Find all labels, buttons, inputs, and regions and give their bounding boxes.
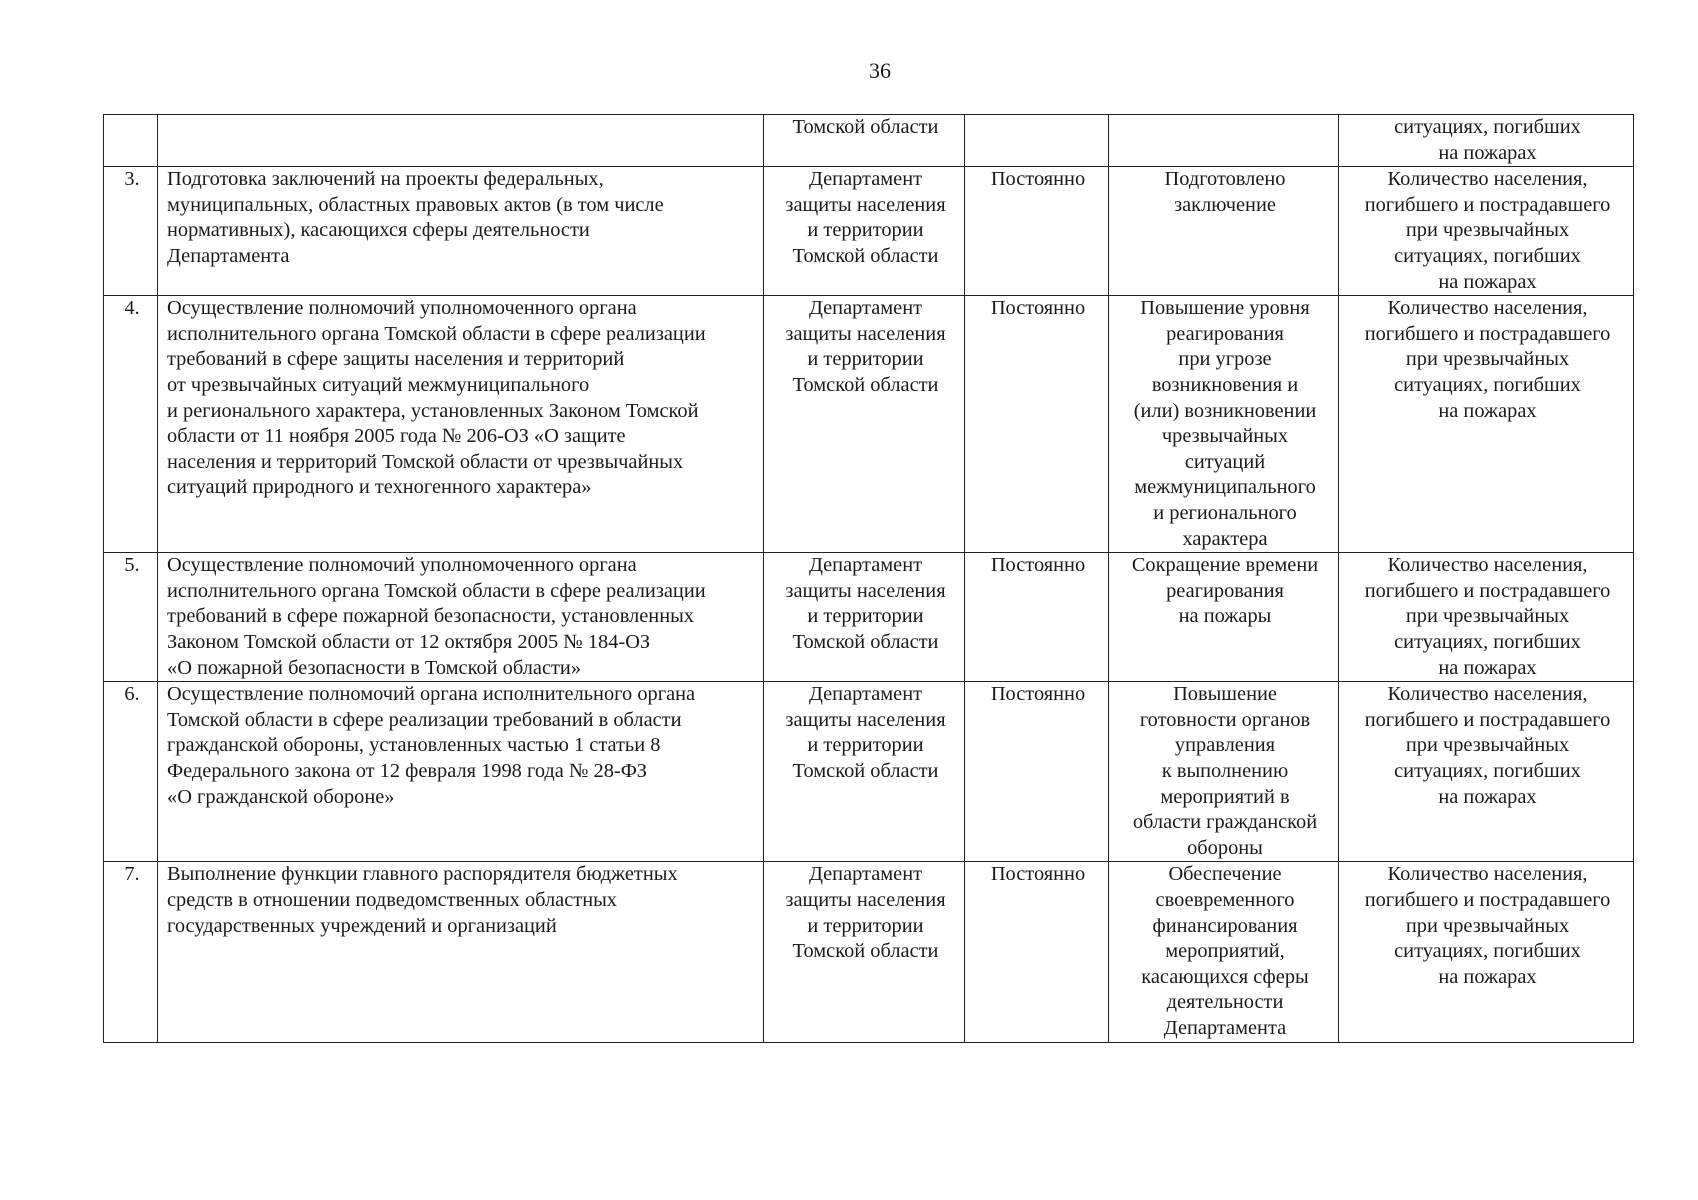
term-cell [965,296,1109,553]
measure-description-line: Осуществление полномочий уполномоченного органа [167,554,637,577]
indicator-line: погибшего и пострадавшего [1364,579,1611,602]
expected-result-line: готовности органов [1139,708,1311,731]
indicator-cell [1339,862,1634,1042]
indicator-line: на пожарах [1438,656,1537,679]
measure-description-line: требований в сфере пожарной безопасности, установленных [167,605,695,628]
executor-line: Томской области [792,116,939,138]
executor-line: Департамент [808,554,923,577]
measure-description-line: исполнительного органа Томской области в сфере реализации [167,322,706,345]
measure-description-line: исполнительного органа Томской области в сфере реализации [167,579,706,602]
indicator-line: Количество населения, [1387,683,1588,706]
executor-line: Департамент [808,683,923,706]
indicator-line: Количество населения, [1387,297,1588,320]
row-number: 5. [124,554,140,577]
executor-line: защиты населения [785,322,946,345]
measure-description-line: государственных учреждений и организаций [167,914,557,937]
expected-result-line: (или) возникновении [1133,399,1317,422]
table-row [104,115,1634,167]
indicator-line: Количество населения, [1387,863,1588,886]
executor-cell [764,296,965,553]
row-number: 4. [124,297,140,320]
executor-line: и территории [807,914,924,937]
indicator-cell [1339,553,1634,682]
term-cell [965,553,1109,682]
measure-description-line: Томской области в сфере реализации требований в области [167,708,682,731]
indicator-line: на пожарах [1438,785,1537,808]
expected-result-line: чрезвычайных [1161,425,1289,448]
executor-cell [764,167,965,296]
measure-description-cell [158,553,764,682]
executor-cell [764,115,965,167]
indicator-line: на пожарах [1438,141,1537,164]
term-cell [965,167,1109,296]
expected-result-cell [1109,296,1339,553]
executor-line: и территории [807,734,924,757]
term-text: Постоянно [990,554,1086,577]
row-number: 6. [124,683,140,706]
expected-result-line: касающихся сферы [1141,965,1309,988]
row-number-cell [104,296,158,553]
indicator-line: погибшего и пострадавшего [1364,888,1611,911]
indicator-line: ситуациях, погибших [1394,373,1581,396]
expected-result-line: характера [1182,527,1268,550]
measure-description-line: средств в отношении подведомственных областных [167,888,618,911]
executor-line: защиты населения [785,888,946,911]
term-text: Постоянно [990,168,1086,191]
executor-line: и территории [807,605,924,628]
term-text: Постоянно [990,297,1086,320]
expected-result-line: мероприятий, [1165,940,1285,963]
measure-description-line: и регионального характера, установленных Законом Томской [167,399,699,422]
expected-result-line: возникновения и [1151,373,1299,396]
measure-description-line: муниципальных, областных правовых актов (в том числе [167,193,664,216]
executor-line: Томской области [792,373,939,396]
expected-result-line: Повышение уровня [1140,297,1310,320]
expected-result-line: управления [1174,734,1276,757]
indicator-cell [1339,115,1634,167]
indicator-line: ситуациях, погибших [1394,244,1581,267]
measure-description-line: «О гражданской обороне» [167,785,395,808]
expected-result-line: Повышение [1173,683,1277,706]
indicator-line: на пожарах [1438,270,1537,293]
measure-description-line: Осуществление полномочий уполномоченного органа [167,297,637,320]
row-number-cell [104,682,158,862]
row-number-cell [104,553,158,682]
indicator-cell [1339,682,1634,862]
expected-result-line: мероприятий в [1160,785,1290,808]
table-row [104,682,1634,862]
expected-result-line: заключение [1174,193,1276,216]
row-number-cell [104,862,158,1042]
expected-result-line: области гражданской [1132,811,1318,834]
table-row [104,167,1634,296]
indicator-line: при чрезвычайных [1405,734,1570,757]
expected-result-line: на пожары [1178,605,1272,628]
indicator-cell [1339,167,1634,296]
expected-result-line: Обеспечение [1168,863,1282,886]
expected-result-line: при угрозе [1178,348,1272,371]
executor-cell [764,553,965,682]
expected-result-line: реагирования [1166,322,1284,345]
indicator-cell [1339,296,1634,553]
expected-result-line: реагирования [1166,579,1284,602]
indicator-line: при чрезвычайных [1405,605,1570,628]
measure-description-line: Федерального закона от 12 февраля 1998 года № 28-ФЗ [167,759,648,782]
row-number-cell [104,167,158,296]
indicator-line: ситуациях, погибших [1394,116,1581,138]
page-number: 36 [869,58,891,83]
expected-result-cell [1109,115,1339,167]
term-cell [965,682,1109,862]
row-number-cell [104,115,158,167]
measure-description-line: гражданской обороны, установленных частью 1 статьи 8 [167,734,661,757]
executor-line: защиты населения [785,579,946,602]
executor-line: Томской области [792,244,939,267]
expected-result-line: Подготовлено [1164,168,1286,191]
executor-line: Департамент [808,297,923,320]
indicator-line: ситуациях, погибших [1394,630,1581,653]
row-number: 7. [124,863,140,886]
measure-description-cell [158,115,764,167]
indicator-line: при чрезвычайных [1405,348,1570,371]
indicator-line: погибшего и пострадавшего [1364,322,1611,345]
measure-description-cell [158,682,764,862]
indicator-line: Количество населения, [1387,168,1588,191]
measure-description-line: нормативных), касающихся сферы деятельности [167,219,590,242]
executor-cell [764,682,965,862]
executor-cell [764,862,965,1042]
measure-description-line: «О пожарной безопасности в Томской области» [167,656,582,679]
expected-result-line: к выполнению [1161,759,1289,782]
term-cell [965,115,1109,167]
executor-line: защиты населения [785,708,946,731]
measure-description-cell [158,167,764,296]
measure-description-line: требований в сфере защиты населения и территорий [167,348,625,371]
executor-line: и территории [807,348,924,371]
indicator-line: на пожарах [1438,399,1537,422]
executor-line: Томской области [792,940,939,963]
measure-description-line: области от 11 ноября 2005 года № 206-ОЗ «О защите [167,425,626,448]
expected-result-cell [1109,167,1339,296]
row-number: 3. [124,168,140,191]
executor-line: Департамент [808,863,923,886]
indicator-line: ситуациях, погибших [1394,759,1581,782]
expected-result-line: финансирования [1152,914,1298,937]
executor-line: Департамент [808,168,923,191]
indicator-line: ситуациях, погибших [1394,940,1581,963]
indicator-line: погибшего и пострадавшего [1364,193,1611,216]
expected-result-line: ситуаций [1184,450,1266,473]
indicator-line: погибшего и пострадавшего [1364,708,1611,731]
measure-description-cell [158,296,764,553]
executor-line: Томской области [792,759,939,782]
term-text: Постоянно [990,683,1086,706]
term-text: Постоянно [990,863,1086,886]
expected-result-line: своевременного [1155,888,1295,911]
measure-description-line: ситуаций природного и техногенного характера» [167,476,592,499]
expected-result-cell [1109,862,1339,1042]
expected-result-cell [1109,682,1339,862]
measure-description-line: населения и территорий Томской области от чрезвычайных [167,450,684,473]
measure-description-line: Подготовка заключений на проекты федеральных, [167,168,604,191]
expected-result-cell [1109,553,1339,682]
table-row [104,862,1634,1042]
executor-line: защиты населения [785,193,946,216]
indicator-line: на пожарах [1438,965,1537,988]
measure-description-line: Департамента [167,244,290,267]
term-cell [965,862,1109,1042]
expected-result-line: Департамента [1163,1016,1287,1039]
measure-description-line: Законом Томской области от 12 октября 2005 № 184-ОЗ [167,630,651,653]
indicator-line: Количество населения, [1387,554,1588,577]
expected-result-line: межмуниципального [1134,476,1316,499]
measure-description-cell [158,862,764,1042]
expected-result-line: Сокращение времени [1131,554,1319,577]
measures-table-body [104,115,1634,1043]
measures-table [103,114,1634,1043]
expected-result-line: и регионального [1153,501,1297,524]
indicator-line: при чрезвычайных [1405,914,1570,937]
table-row [104,296,1634,553]
indicator-line: при чрезвычайных [1405,219,1570,242]
expected-result-line: деятельности [1166,991,1284,1014]
measure-description-line: от чрезвычайных ситуаций межмуниципального [167,373,590,396]
measure-description-line: Выполнение функции главного распорядителя бюджетных [167,863,678,886]
table-row [104,553,1634,682]
expected-result-line: обороны [1187,836,1263,859]
executor-line: и территории [807,219,924,242]
measure-description-line: Осуществление полномочий органа исполнительного органа [167,683,696,706]
executor-line: Томской области [792,630,939,653]
